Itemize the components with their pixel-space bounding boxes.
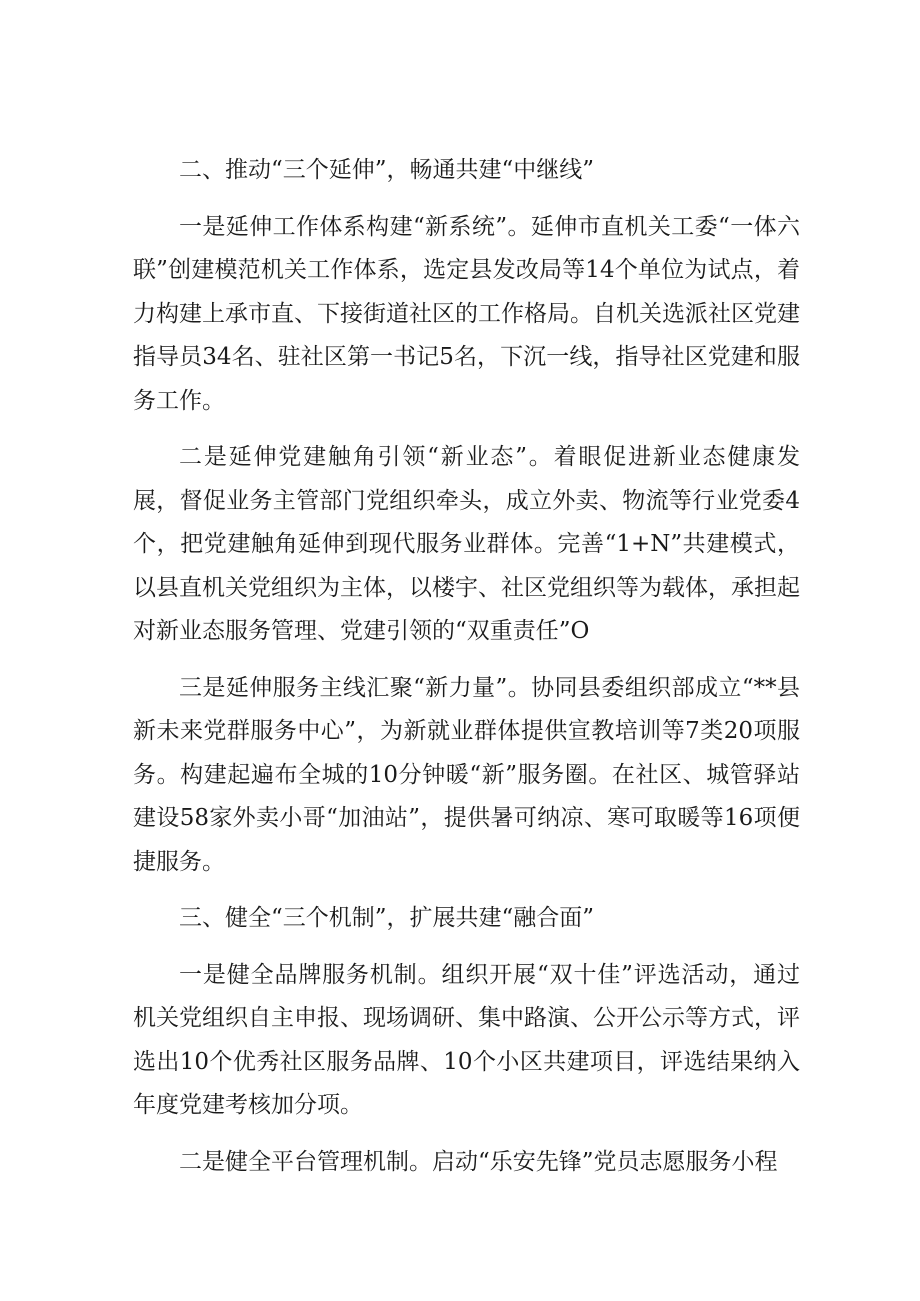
section-heading-2: 二、推动“三个延伸”，畅通共建“中继线” [179, 157, 595, 183]
paragraph-new-force: 三是延伸服务主线汇聚“新力量”。协同县委组织部成立“**县新未来党群服务中心”，为新就业群体提供宣教培训等7类20项服务。构建起遍布全城的10分钟暖“新”服务圈。在社区、城管驿站建设58家外卖小哥“加油站”，提供暑可纳凉、寒可取暖等16项便捷服务。 [133, 674, 800, 875]
section-heading-3: 三、健全“三个机制”，扩展共建“融合面” [179, 905, 595, 931]
paragraph-brand-service: 一是健全品牌服务机制。组织开展“双十佳”评选活动，通过机关党组织自主申报、现场调研、集中路演、公开公示等方式，评选出10个优秀社区服务品牌、10个小区共建项目，评选结果纳入年度党建考核加分项。 [133, 961, 800, 1118]
paragraph-platform-management: 二是健全平台管理机制。启动“乐安先锋”党员志愿服务小程 [179, 1148, 778, 1175]
document-body [133, 149, 800, 1184]
paragraph-new-business: 二是延伸党建触角引领“新业态”。着眼促进新业态健康发展，督促业务主管部门党组织牵头，成立外卖、物流等行业党委4个，把党建触角延伸到现代服务业群体。完善“1+N”共建模式，以县直机关党组织为主体，以楼宇、社区党组织等为载体，承担起对新业态服务管理、党建引领的“双重责任”O [133, 444, 800, 644]
paragraph-work-system: 一是延伸工作体系构建“新系统”。延伸市直机关工委“一体六联”创建模范机关工作体系，选定县发改局等14个单位为试点，着力构建上承市直、下接街道社区的工作格局。自机关选派社区党建指导员34名、驻社区第一书记5名，下沉一线，指导社区党建和服务工作。 [133, 213, 800, 414]
